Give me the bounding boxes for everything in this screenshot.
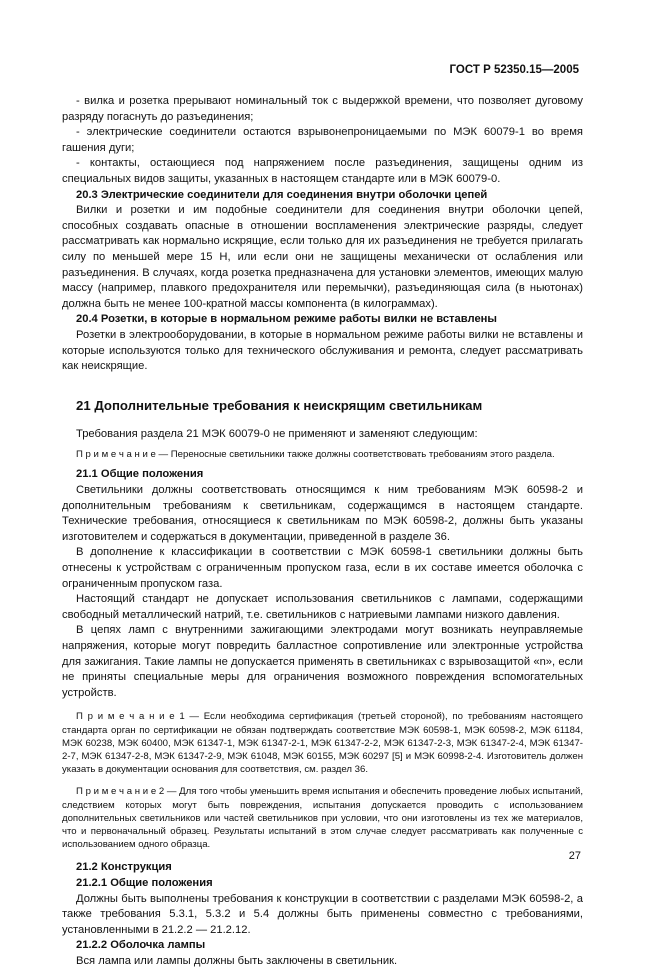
note-text: — Переносные светильники также должны соответствовать требованиям этого раздела.: [155, 449, 555, 461]
paragraph: Требования раздела 21 МЭК 60079-0 не применяют и заменяют следующим:: [76, 427, 478, 440]
paragraph: Светильники должны соответствовать относящимся к ним требованиям МЭК 60598-2 и дополнительным требованиям к светильникам, содержащимся в настоящем стандарте. Технические требования, относящиеся к светильникам по МЭК 60598-2, должны быть указаны изготовителем и содержаться в документации, приведенной в разделе 36.: [62, 484, 583, 543]
paragraph: Вилки и розетки и им подобные соединители для соединения внутри оболочки цепей, способных создавать опасные в отношении воспламенения электрические разряды, следует рассматривать как нормально искрящие, если только для их разъединения не требуется прилагать силу по меньшей мере 15 Н, или если они не защищены механически от ослабления или разъединения. В случаях, когда розетка предназначена для установки элементов, имеющих малую массу (например, плавкого предохранителя или перемычки), разъединяющая сила (в ньютонах) должна быть не менее 100-кратной массы компонента (в килограммах).: [62, 204, 583, 310]
paragraph: В цепях ламп с внутренними зажигающими электродами могут возникать неуправляемые напряжения, которые могут повредить балластное сопротивление или электронные устройства для зажигания. Такие лампы не допускается применять в светильниках с взрывозащитой «n», если не приняты специальные меры для ограничения возможного повреждения вспомогательных устройств.: [62, 624, 583, 699]
section-heading-20-3: 20.3 Электрические соединители для соединения внутри оболочки цепей: [76, 188, 488, 201]
section-heading-21: 21 Дополнительные требования к неискрящим светильникам: [76, 397, 483, 413]
paragraph: Настоящий стандарт не допускает использования светильников с лампами, содержащими свободный металлический натрий, т.е. светильников с натриевыми лампами низкого давления.: [62, 593, 583, 621]
paragraph: Розетки в электрооборудовании, в которые в нормальном режиме работы вилки не вставлены и которые используются только для технического обслуживания и ремонта, следует рассматривать как неискрящие.: [62, 328, 583, 373]
list-item: - контакты, остающиеся под напряжением после разъединения, защищены одним из специальных видов защиты, указанных в настоящем стандарте или в МЭК 60079-0.: [62, 157, 583, 185]
note-label: П р и м е ч а н и е: [76, 449, 156, 461]
section-heading-21-1: 21.1 Общие положения: [76, 468, 204, 481]
section-heading-21-2-1: 21.2.1 Общие положения: [76, 877, 213, 890]
note: [62, 448, 583, 461]
page-content: [62, 94, 583, 970]
section-heading-21-2: 21.2 Конструкция: [76, 861, 172, 874]
note-1: [62, 710, 583, 776]
section-heading-20-4: 20.4 Розетки, в которые в нормальном режиме работы вилки не вставлены: [76, 313, 497, 326]
list-item: - вилка и розетка прерывают номинальный ток с выдержкой времени, что позволяет дуговому разряду погаснуть до разъединения;: [62, 95, 583, 123]
paragraph: В дополнение к классификации в соответствии с МЭК 60598-1 светильники должны быть отнесены к устройствам с ограниченным пропуском газа, если в их составе имеется оболочка с ограниченным пропуском газа.: [62, 546, 583, 590]
note-2: [62, 785, 583, 851]
note-label: П р и м е ч а н и е 1: [76, 711, 185, 723]
paragraph: Вся лампа или лампы должны быть заключены в светильник.: [76, 954, 398, 967]
section-heading-21-2-2: 21.2.2 Оболочка лампы: [76, 939, 206, 952]
paragraph: Должны быть выполнены требования к конструкции в соответствии с разделами МЭК 60598-2, а также требования 5.3.1, 5.3.2 и 5.4 должны быть применены совместно с требованиями, установленными в 21.2.2 — 21.2.12.: [62, 892, 583, 936]
note-label: П р и м е ч а н и е 2: [76, 786, 165, 798]
note-text: — Для того чтобы уменьшить время испытания и обеспечить проведение любых испытаний, следствием которых могут быть повреждения, испытания допускается проводить с использованием дополнительных светильников или частей светильников при условии, что они изготовлены из тех же материалов, что и первоначальный образец. Результаты испытаний в этом случае следует рассматривать как полученные с использованием одного образца.: [62, 786, 583, 851]
note-text: — Если необходима сертификация (третьей стороной), по требованиям настоящего стандарта орган по сертификации не обязан подтверждать соответствие МЭК 60598-1, МЭК 60598-2, МЭК 61184, МЭК 60238, МЭК 60400, МЭК 61347-1, МЭК 61347-2-1, МЭК 61347-2-2, МЭК 61347-2-3, МЭК 61347-2-4, МЭК 61347-2-7, МЭК 61347-2-8, МЭК 61347-2-9, МЭК 61048, МЭК 60155, МЭК 60297 [5] и МЭК 60998-2-4. Изготовитель должен указать в документации основания для соответствия, см. раздел 36.: [62, 711, 583, 776]
list-item: - электрические соединители остаются взрывонепроницаемыми по МЭК 60079-1 во время гашения дуги;: [62, 126, 583, 154]
page-number: 27: [568, 850, 581, 862]
standard-number: ГОСТ Р 52350.15—2005: [449, 64, 579, 76]
